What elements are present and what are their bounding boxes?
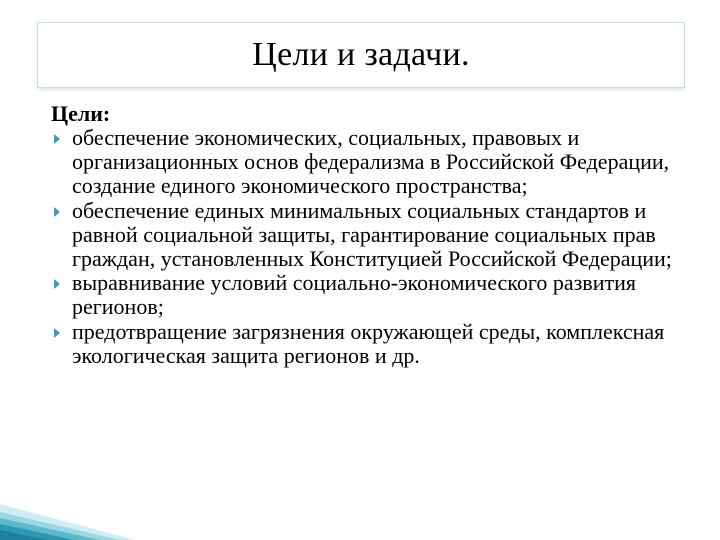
list-item-text: обеспечение экономических, социальных, правовых и организационных основ федерализма в Российской Федерации, создание единого экономического пространства; — [72, 125, 670, 199]
list-item — [51, 320, 706, 368]
corner-stripes-decoration — [0, 460, 140, 540]
triangle-right-icon — [54, 207, 60, 217]
section-label: Цели: — [51, 101, 111, 126]
triangle-right-icon — [54, 328, 60, 338]
list-item-text: предотвращение загрязнения окружающей среды, комплексная экологическая защита регионов и др. — [72, 318, 665, 368]
goals-list — [51, 126, 706, 368]
list-item — [51, 126, 706, 199]
list-item — [51, 199, 706, 272]
list-item-text: выравнивание условий социально-экономического развития регионов; — [72, 270, 636, 320]
triangle-right-icon — [54, 134, 60, 144]
triangle-right-icon — [54, 279, 60, 289]
title-box — [37, 22, 685, 88]
list-item-text: обеспечение единых минимальных социальных стандартов и равной социальной защиты, гарантирование социальных прав граждан, установленных Конституцией Российской Федерации; — [72, 197, 672, 272]
page-title: Цели и задачи. — [252, 36, 470, 73]
content-area — [51, 102, 706, 368]
list-item — [51, 271, 706, 319]
